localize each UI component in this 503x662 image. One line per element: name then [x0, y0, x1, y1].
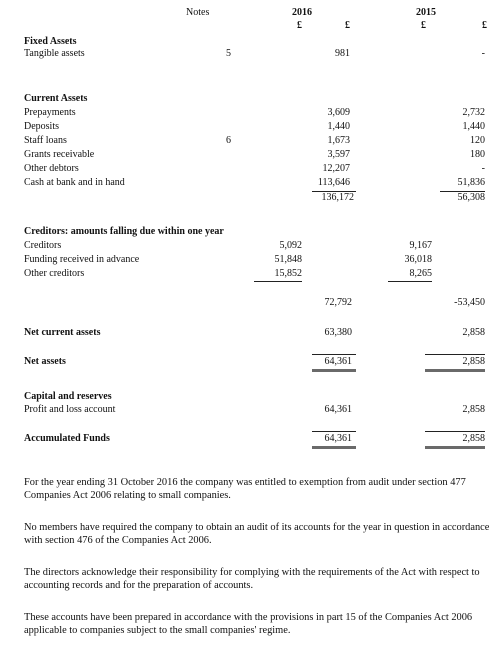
paragraph-line: applicable to companies subject to the small companies' regime.	[24, 625, 291, 636]
net-assets-rule-bottom-2015	[425, 369, 485, 372]
net-current-assets-2015: 2,858	[462, 327, 485, 338]
creditors-rule-2015	[388, 281, 432, 282]
accumulated-rule-top-2015	[425, 431, 485, 432]
currency-col4: £	[482, 20, 487, 31]
paragraph-line: Companies Act 2006 relating to small companies.	[24, 490, 231, 501]
row-value-2015: 120	[470, 135, 485, 146]
row-value-2016: 3,609	[327, 107, 350, 118]
accumulated-rule-bottom-2016	[312, 446, 356, 449]
currency-col2: £	[345, 20, 350, 31]
row-value-2016: 1,673	[327, 135, 350, 146]
row-label: Other creditors	[24, 268, 85, 279]
row-value-2015-inner: 36,018	[404, 254, 432, 265]
directors-responsibility-paragraph	[24, 566, 503, 592]
audit-exemption-paragraph	[24, 476, 503, 502]
accumulated-rule-bottom-2015	[425, 446, 485, 449]
net-assets-2016: 64,361	[324, 356, 352, 367]
row-label: Deposits	[24, 121, 59, 132]
accumulated-funds-label: Accumulated Funds	[24, 433, 110, 444]
paragraph-line: accounting records and for the preparation of accounts.	[24, 580, 254, 591]
creditors-rule-2016	[254, 281, 302, 282]
row-label: Creditors	[24, 240, 62, 251]
row-value-2016-inner: 5,092	[279, 240, 302, 251]
row-note: 5	[226, 48, 231, 59]
row-value-2016: 64,361	[324, 404, 352, 415]
members-audit-paragraph	[24, 521, 503, 547]
row-label: Prepayments	[24, 107, 76, 118]
row-value-2015: -	[481, 48, 485, 59]
row-value-2016: 3,597	[327, 149, 350, 160]
row-label: Tangible assets	[24, 48, 85, 59]
creditors-total-2015: -53,450	[454, 297, 485, 308]
row-label: Profit and loss account	[24, 404, 116, 415]
row-value-2015-inner: 9,167	[409, 240, 432, 251]
currency-col3: £	[421, 20, 426, 31]
net-assets-rule-bottom-2016	[312, 369, 356, 372]
paragraph-line: For the year ending 31 October 2016 the company was entitled to exemption from audit under section 477	[24, 477, 466, 488]
accumulated-funds-2015: 2,858	[462, 433, 485, 444]
current-assets-total-2016: 136,172	[321, 192, 354, 203]
net-assets-2015: 2,858	[462, 356, 485, 367]
paragraph-line: No members have required the company to obtain an audit of its accounts for the year in question in accordance	[24, 522, 490, 533]
row-value-2016-inner: 15,852	[274, 268, 302, 279]
current-assets-total-2015: 56,308	[457, 192, 485, 203]
net-assets-rule-top-2015	[425, 354, 485, 355]
paragraph-line: These accounts have been prepared in accordance with the provisions in part 15 of the Companies Act 2006	[24, 612, 473, 623]
year-2015-header: 2015	[416, 7, 436, 18]
paragraph-line: with section 476 of the Companies Act 2006.	[24, 535, 212, 546]
net-current-assets-2016: 63,380	[324, 327, 352, 338]
year-2016-header: 2016	[292, 7, 312, 18]
creditors-total-2016: 72,792	[324, 297, 352, 308]
row-value-2016: 12,207	[322, 163, 350, 174]
row-value-2015: 1,440	[462, 121, 485, 132]
paragraph-line: The directors acknowledge their responsibility for complying with the requirements of the Act with respect to	[24, 567, 480, 578]
current-assets-heading: Current Assets	[24, 93, 88, 104]
row-label: Cash at bank and in hand	[24, 177, 125, 188]
row-value-2015: 2,858	[462, 404, 485, 415]
notes-column-header: Notes	[186, 7, 210, 18]
row-label: Funding received in advance	[24, 254, 140, 265]
row-value-2015-inner: 8,265	[409, 268, 432, 279]
row-value-2015: 180	[470, 149, 485, 160]
capital-reserves-heading: Capital and reserves	[24, 391, 112, 402]
row-note: 6	[226, 135, 231, 146]
small-companies-regime-paragraph	[24, 611, 503, 637]
accumulated-funds-2016: 64,361	[324, 433, 352, 444]
row-value-2015: 51,836	[457, 177, 485, 188]
row-value-2015: -	[481, 163, 485, 174]
net-assets-label: Net assets	[24, 356, 66, 367]
net-current-assets-label: Net current assets	[24, 327, 101, 338]
row-value-2016: 113,646	[317, 177, 350, 188]
row-label: Staff loans	[24, 135, 67, 146]
row-value-2016: 1,440	[327, 121, 350, 132]
currency-col1: £	[297, 20, 302, 31]
row-value-2016: 981	[335, 48, 350, 59]
row-value-2015: 2,732	[462, 107, 485, 118]
accumulated-rule-top-2016	[312, 431, 356, 432]
net-assets-rule-top-2016	[312, 354, 356, 355]
row-label: Grants receivable	[24, 149, 95, 160]
row-label: Other debtors	[24, 163, 79, 174]
fixed-assets-heading: Fixed Assets	[24, 36, 77, 47]
row-value-2016-inner: 51,848	[274, 254, 302, 265]
creditors-heading: Creditors: amounts falling due within one year	[24, 226, 224, 237]
